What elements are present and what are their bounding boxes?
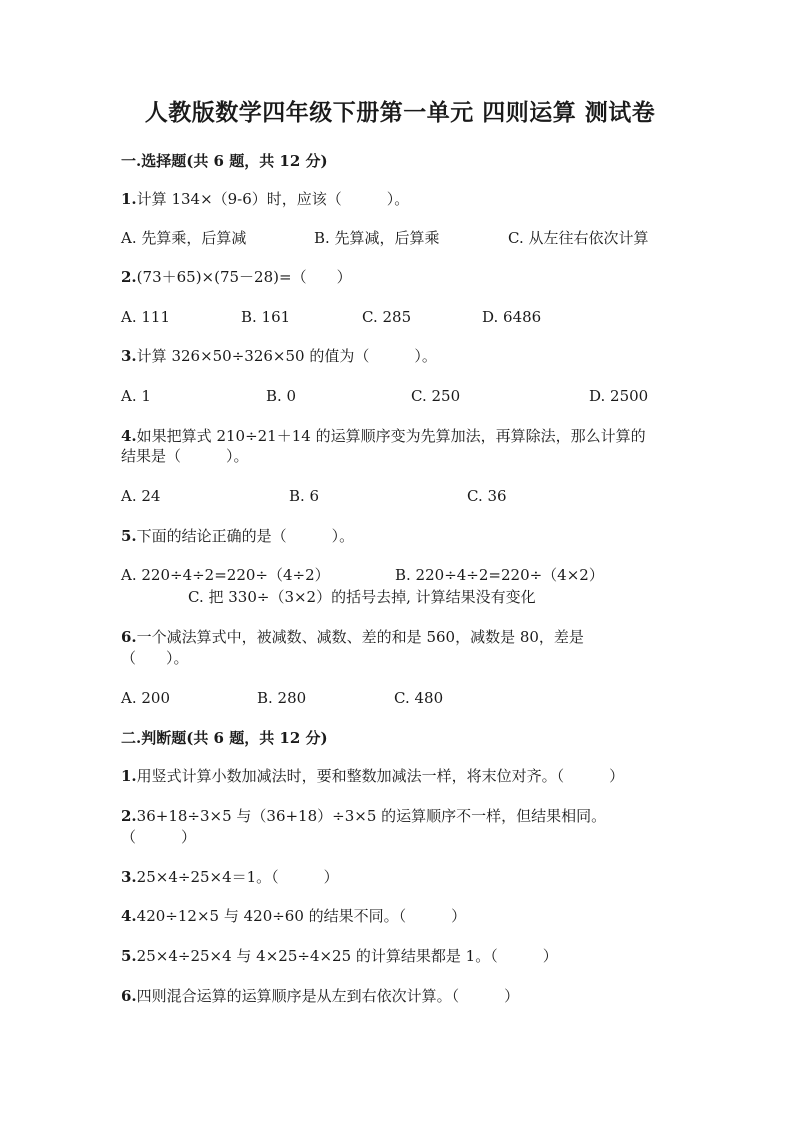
question-text: 用竖式计算小数加减法时，要和整数加减法一样，将末位对齐。（ ）: [136, 767, 625, 785]
option-c: C. 285: [362, 308, 412, 326]
question-text: 下面的结论正确的是（ ）。: [136, 527, 355, 545]
option-a: A. 24: [121, 487, 161, 505]
option-c: C. 把 330÷（3×2）的括号去掉, 计算结果没有变化: [188, 588, 536, 606]
option-a: A. 1: [121, 387, 151, 405]
question-number: 4.: [121, 907, 137, 925]
option-b: B. 220÷4÷2=220÷（4×2）: [395, 566, 604, 584]
question-3: [121, 346, 437, 366]
option-c: C. 480: [394, 689, 444, 707]
question-number: 3.: [121, 868, 137, 886]
question-5: [121, 526, 354, 546]
option-c: C. 250: [411, 387, 461, 405]
page-title: 人教版数学四年级下册第一单元 四则运算 测试卷: [144, 99, 656, 126]
option-d: D. 6486: [482, 308, 542, 326]
question-text: 25×4÷25×4＝1。（ ）: [136, 868, 339, 886]
option-a: A. 先算乘，后算减: [121, 229, 247, 247]
option-a: A. 111: [121, 308, 170, 326]
question-text: 四则混合运算的运算顺序是从左到右依次计算。（ ）: [136, 987, 520, 1005]
option-b: B. 先算减，后算乘: [314, 229, 440, 247]
option-a: A. 200: [121, 689, 170, 707]
question-number: 2.: [121, 268, 137, 286]
option-b: B. 0: [266, 387, 297, 405]
option-c: C. 36: [467, 487, 507, 505]
question-1: [121, 189, 409, 209]
question-text: 计算 134×（9-6）时，应该（ ）。: [136, 190, 410, 208]
question-number: 1.: [121, 767, 137, 785]
judgment-4: [121, 906, 466, 926]
judgment-3: [121, 867, 339, 887]
section-heading-choice: 一.选择题(共 6 题，共 12 分): [121, 152, 328, 170]
question-text-continued: 结果是（ ）。: [121, 447, 249, 465]
question-text-continued: （ ）。: [121, 649, 189, 667]
option-b: B. 161: [241, 308, 291, 326]
question-2: [121, 267, 352, 287]
question-number: 6.: [121, 628, 137, 646]
judgment-5: [121, 946, 558, 966]
option-a: A. 220÷4÷2=220÷（4÷2）: [121, 566, 330, 584]
judgment-6: [121, 986, 519, 1006]
question-number: 4.: [121, 427, 137, 445]
question-text: (73＋65)×(75－28)=（ ）: [136, 268, 352, 286]
section-heading-judgment: 二.判断题(共 6 题，共 12 分): [121, 729, 328, 747]
question-number: 5.: [121, 527, 137, 545]
question-text: 25×4÷25×4 与 4×25÷4×25 的计算结果都是 1。（ ）: [136, 947, 558, 965]
question-number: 2.: [121, 807, 137, 825]
question-text: 如果把算式 210÷21＋14 的运算顺序变为先算加法，再算除法，那么计算的: [136, 427, 646, 445]
question-text-continued: （ ）: [121, 828, 197, 846]
question-6: [121, 627, 584, 647]
question-number: 5.: [121, 947, 137, 965]
question-text: 36+18÷3×5 与（36+18）÷3×5 的运算顺序不一样，但结果相同。: [136, 807, 607, 825]
judgment-1: [121, 766, 624, 786]
question-text: 一个减法算式中，被减数、减数、差的和是 560，减数是 80，差是: [136, 628, 584, 646]
question-number: 3.: [121, 347, 137, 365]
question-text: 计算 326×50÷326×50 的值为（ ）。: [136, 347, 437, 365]
question-number: 6.: [121, 987, 137, 1005]
option-d: D. 2500: [589, 387, 649, 405]
option-c: C. 从左往右依次计算: [508, 229, 649, 247]
question-number: 1.: [121, 190, 137, 208]
option-b: B. 280: [257, 689, 307, 707]
question-text: 420÷12×5 与 420÷60 的结果不同。（ ）: [136, 907, 467, 925]
option-b: B. 6: [289, 487, 320, 505]
question-4: [121, 426, 646, 446]
judgment-2: [121, 806, 606, 826]
